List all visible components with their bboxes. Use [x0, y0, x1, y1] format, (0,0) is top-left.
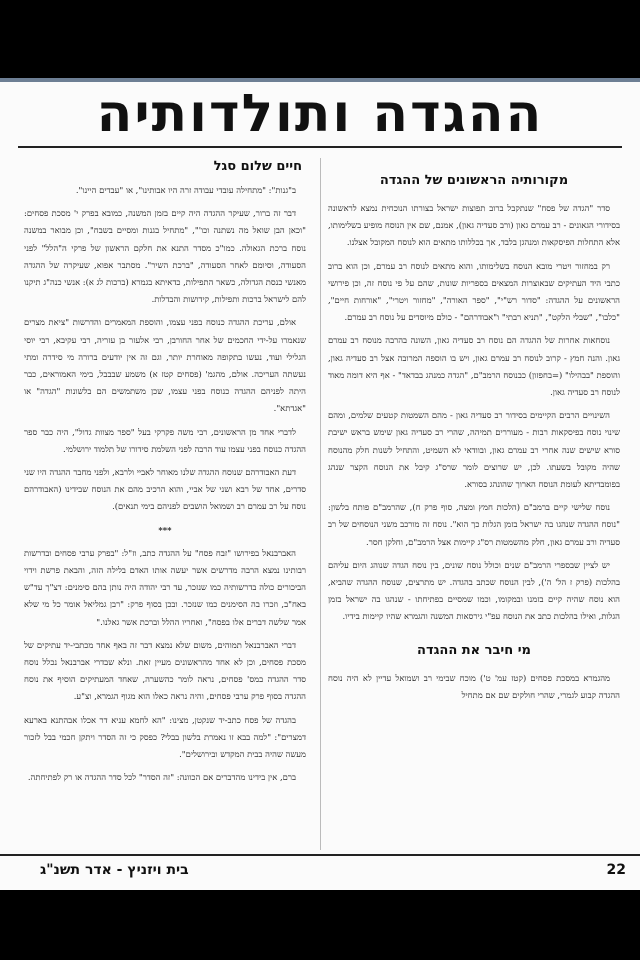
paragraph: דבר זה ברור, שעיקר ההגדה היה קיים בזמן המשנה, כמובא בפרק י' מסכת פסחים: "וכאן הבן שואל מה נשתנה וכו'", "מתחיל בגנות ומסיים בשבח", וכן מבואר במשנה נוסח ברכת הגאולה. כמו"כ מסדר התנא את חלקם הראשון של פרקי ה"הלל" לפני הסעודה, וסיומם לאחר הסעודה, "ברכת השיר". מסתבר אפוא, שעיקרה של ההגדה מאנשי כנסת הגדולה, כשאר התפילות, כדאיתא בגמרא (ברכות לג א): אנשי כנה"ג תיקנו להם לישראל ברכות ותפילות, קידושות והבדלות. — [24, 208, 306, 305]
page-number: 22 — [606, 862, 626, 878]
paragraph: האברבנאל בפירושו "זבח פסח" על ההגדה כתב, וז"ל: "בפרק ערבי פסחים ובדרשות רבותינו נמצא הרבה מדרשים אשר יעשה אותו האדם בלילה הזה, והבאת פרשת וידוי הביכורים כולה בדרשותיה כמו שנזכר, עד רבי יהודה היה נותן בהם סימנים: דצ"ך עד"ש באח"ב, וזכרו בה הסימנים כמו שנזכר. ובכן בסוף פרק: "רבן גמליאל אומר כל מי שלא אמר שלשה דברים אלו בפסח", ואחריו ההלל וברכת אשר גאלנו." — [24, 547, 306, 627]
paragraph: יש לציין שבספרי הרמב"ם שנים וכולל נוסח שונים, בין נוסח הגדה שנוהג היום עליהם בהלכות (פרק ז הל' ה'), לבין הנוסח שכתב בהגדה. יש מתרצים, שנוסח ההגדה שהביא, הוא נוסח שהיה קיים בזמנו ובמקומו, וכמו שמסיים בפתיחתו - שנהגו בה ישראל בזמן הגלות, ואילו בהלכות כתב את הנוסח עפ"י גירסאות המשנה והגמרא שהיו קיימות בידיו. — [328, 559, 620, 622]
paragraph: נוסחאות אחרות של ההגדה הם נוסח רב סעדיה גאון, השונה בהרבה מנוסח רב עמרם גאון. והנה חמץ - קרוב לנוסח רב עמרם גאון, ויש בו הוספה המרובה אצל רב סעדיה גאון, והוספת "בבהילו" (=בחפזון) כבנוסח הרמב"ם, "הגדה כמנהג בבדאד" - אף היא דומה מאוד לנוסח רב סעדיה גאון. — [328, 335, 620, 398]
magazine-page — [0, 78, 640, 890]
section-separator: *** — [158, 524, 172, 535]
section-heading-sources: מקורותיה הראשונים של ההגדה — [379, 173, 569, 188]
paragraph: מהגמרא במסכת פסחים (קטז עמ' ט') מוכח שבימי רב ושמואל עדיין לא היה נוסח ההגדה קבוע לגמרי, שהרי חולקים שם אם מתחיל — [328, 672, 620, 700]
paragraph: דעת האבודרהם שנוסח ההגדה שלנו מאוחר לאביי ולרבא, ולפני מחבר ההגדה היו שני סדרים, אחד של רבא ושני של אביי, והוא הרכיב מהם את הנוסח שבידינו (האבודרהם נוסח על רב עמרם רב ושמואל הושבים לפניהם בימי תנאים). — [24, 467, 306, 512]
title-divider — [18, 146, 622, 148]
article-title: ההגדה ותולדותיה — [96, 84, 544, 144]
right-column — [328, 156, 620, 852]
section-heading-author: מי חיבר את ההגדה — [417, 642, 531, 658]
column-divider — [320, 158, 321, 850]
paragraph: בהגדה של פסח כתב-יד שנקטן, מצינו: "הא לחמא עניא דר אכלו אבהתנא בארעא דמצרים": "למה בבא זו נאמרת בלשון בבלי? כפסק כי זה הסדר ויתקן חכמי בבל לזכור מעשה שהיה בבית המקדש ובירושלים". — [24, 714, 306, 760]
paragraph: לדברי אחד מן הראשונים, רבי משה פקרקי בעל "ספר מצוות גדול", היה כבר ספר ההגדה כנוסח בפני עצמו עוד הרבה לפני השלמת סידורו של תלמוד ירושלמי. — [24, 426, 306, 454]
paragraph: סדר "הגדה של פסח" שנתקבל ברוב תפוצות ישראל בצורתו הנוכחית נמצא לראשונה בסידורי הגאונים - רב עמרם גאון (ורב סעדיה גאון), אמנם, שם אין הנוסח מופיע בשלימותו, אלא התחלות הפיסקאות ומנהגן בלבד, אך בכללותו מתאים הוא לנוסח המקובל אצלנו. — [328, 203, 620, 248]
paragraph: השינויים הרבים הקיימים בסידור רב סעדיה גאון - מהם השמטות קטעים שלמים, ומהם שינוי נוסח בפיסקאות רבות - מעוררים תמיהה, שהרי רב סעדיה גאון שימש בראש ישיבת סורא שישים שנה אחרי רב עמרם גאון, ובוודאי לא השמיט, והתחיל לשנות חלק מהנוסח שהיה מקובל בשעתו. לכן, יש שרוצים לומר שרס"ג קיבל את הנוסח הקצר שנהג בפומבדיתא לעומת הנוסח הארוך שהונהג בסורא. — [328, 410, 620, 490]
paragraph: רק במחזור ויטרי מובא הנוסח בשלימותו, והוא מתאים לנוסח רב עמרם, וכן הוא ברוב כתבי היד העתיקים שבאוצרות המצאים בספריות שונות, שהם על פי נוסח זה, וכן פירושי הראשונים על ההגדה: "סדור רש"י", "ספר האורה", "מחזור ויטרי", "אורחות חיים", "כלבו", "שבלי הלקט", "תניא רבתי" ו"אבודרהם" - כולם מיוסדים על נוסח רב עמרם. — [328, 260, 620, 323]
paragraph: אולם, עריכת ההגדה כנוסח בפני עצמו, והוספת המאמרים והדרשות "ציאת מצרים שנאמרו על-ידי החכמים של אחר החורבן, רבי אלעזר בן עזריה, רבי עקיבא, רבי יוסי הגלילי ועוד, נעשו בתקופה מאוחרת יותר, וגם זה אין יודעים ברורה מי סידרה ומתי נעשתה העריכה. אולם, מהגמ' (פסחים קטז א) משמע שבבבל, בימי האמוראים, כבר היתה לפניהם ההגדה כנוסח בפני עצמו, שכן משתמשים הם בלשונות "הגדה" או "אגדתא". — [24, 317, 306, 414]
paragraph: נוסח שלישי קיים ברמב"ם (הלכות חמץ ומצה, סוף פרק ח), שהרמב"ם פותח בלשון: "נוסח ההגדה שנהגו בה ישראל בזמן הגלות כך הוא". נוסח זה מורכב משני הנוסחים של רב סעדיה ורב עמרם גאון, חלק מהשמטות רס"ג קיימות אצל הרמב"ם, וחלקן חסר. — [328, 502, 620, 547]
author-name: חיים שלום סגל — [213, 159, 302, 174]
paragraph: דברי האברבנאל תמוהים, משום שלא נמצא דבר זה באף אחד מכתבי-יד עתיקים של מסכת פסחים, וכן לא אחד מהראשונים מעיין זאת. ונלא שבדרי אברבנאל נכלל נוסח סדר ההגדה במס' פסחים, נראה לומר כהשערה, שאחד המעתיקים הוסיף את נוסח ההגדה בסוף פרק ערבי פסחים, והיה נראה כאלו הוא מגוף הגמרא, וצ"ע. — [24, 639, 306, 702]
page-footer — [0, 854, 640, 890]
top-border — [0, 78, 640, 82]
paragraph: ברם, אין בידינו מהדברים אם הכוונה: "זה הסדר" לכל סדר ההגדה או רק לפתיחתה. — [27, 772, 296, 783]
paragraph: ב"גנות": "מתחילה עובדי עבודה זרה היו אבותינו", או "עבדים היינו". — [75, 185, 296, 195]
left-column — [24, 156, 306, 852]
footer-publication: בית ויזניץ - אדר תשנ"ג — [40, 862, 189, 878]
